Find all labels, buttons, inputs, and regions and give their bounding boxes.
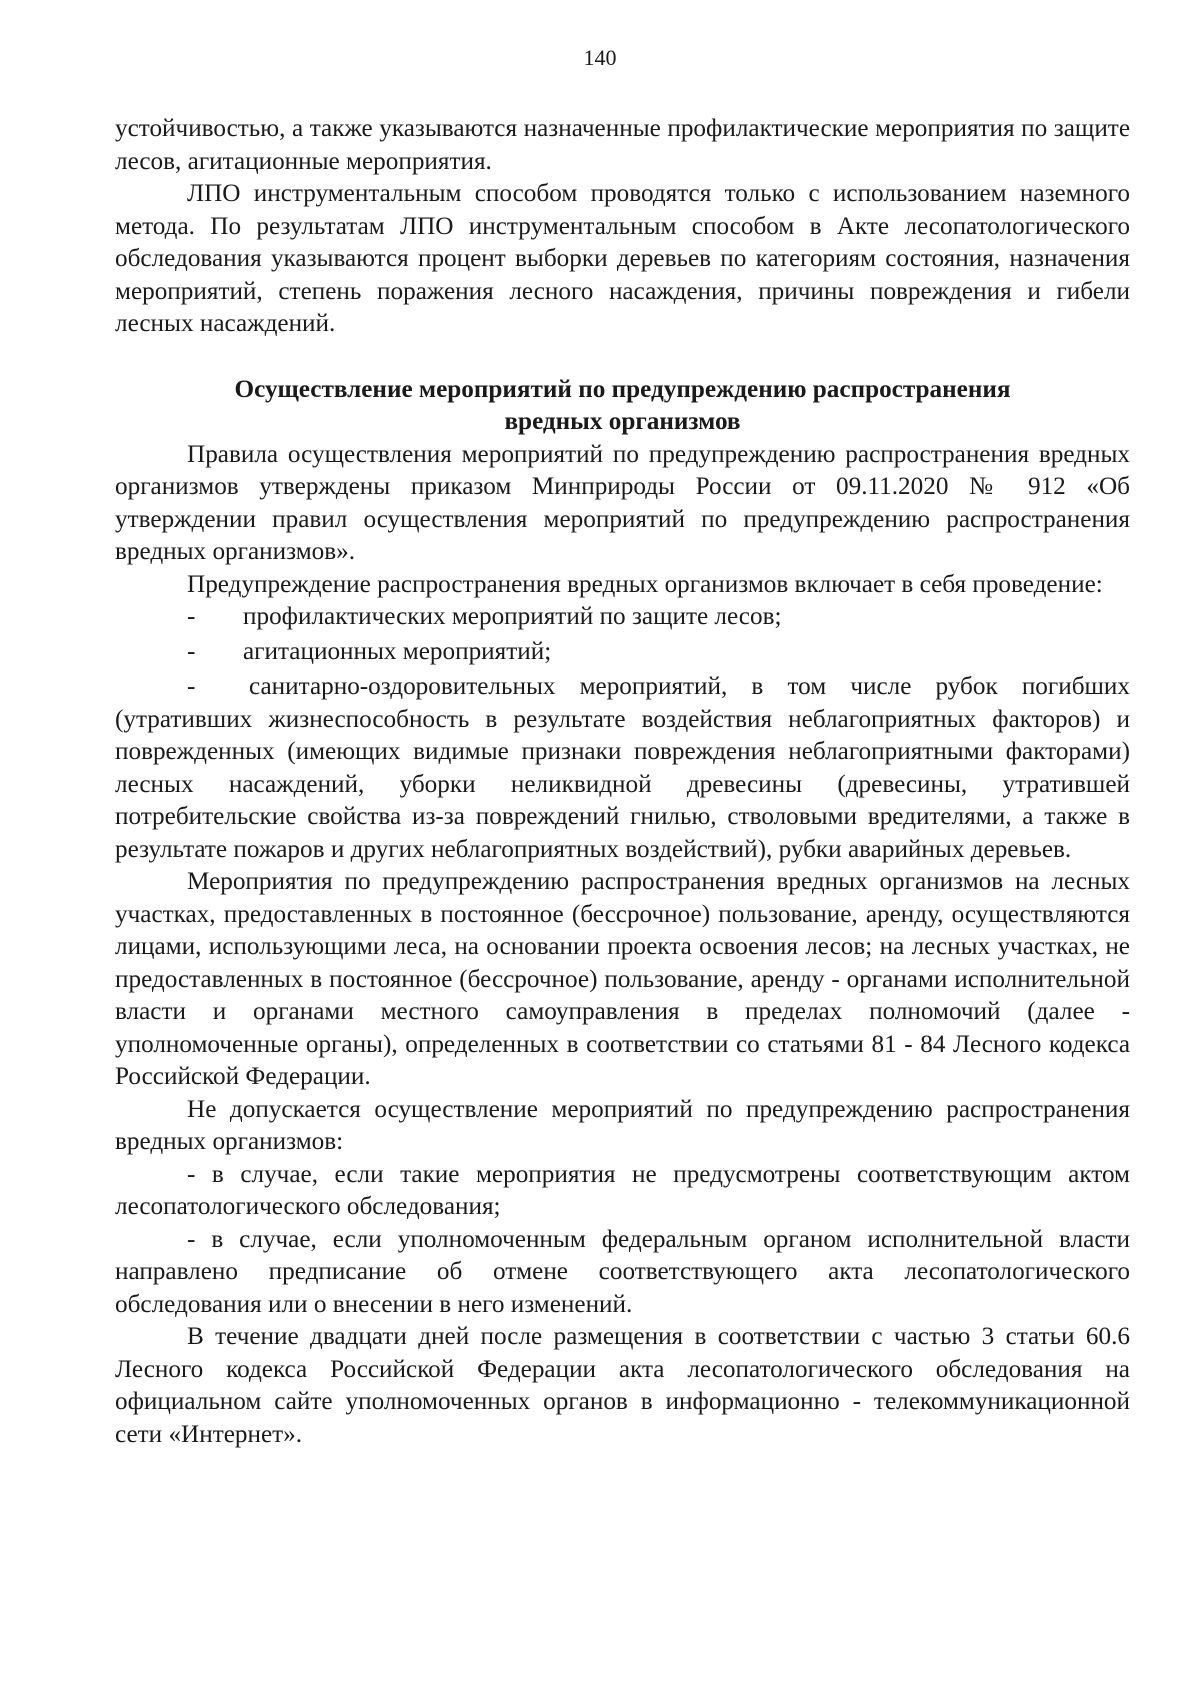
document-body [115, 113, 1130, 1451]
list-item-text: агитационных мероприятий; [243, 638, 552, 665]
paragraph-not-allowed: Не допускается осуществление мероприятий по предупреждению распространения вредных организмов: [115, 1095, 1130, 1155]
list-item-text: профилактических мероприятий по защите лесов; [243, 603, 782, 630]
list-dash: - [187, 673, 196, 700]
paragraph-continuation: устойчивостью, а также указываются назначенные профилактические мероприятия по защите лесов, агитационные мероприятия. [115, 115, 1130, 175]
paragraph-twenty-days: В течение двадцати дней после размещения в соответствии с частью 3 статьи 60.6 Лесного кодекса Российской Федерации акта лесопатологического обследования на официальном сайте уполномоченных органов в информационно - телекоммуникационной сети «Интернет». [115, 1323, 1130, 1448]
paragraph-prevention-intro: Предупреждение распространения вредных организмов включает в себя проведение: [187, 570, 1103, 598]
list-dash: - [187, 638, 196, 665]
section-heading-line-2: вредных организмов [504, 408, 741, 435]
paragraph-case-1: - в случае, если такие мероприятия не предусмотрены соответствующим актом лесопатологического обследования; [115, 1160, 1130, 1220]
paragraph-measures-plots: Мероприятия по предупреждению распространения вредных организмов на лесных участках, предоставленных в постоянное (бессрочное) пользование, аренду, осуществляются лицами, использующими леса, на основании проекта освоения лесов; на лесных участках, не предоставленных в постоянное (бессрочное) пользование, аренду - органами исполнительной власти и органами местного самоуправления в пределах полномочий (далее - уполномоченные органы), определенных в соответствии со статьями 81 - 84 Лесного кодекса Российской Федерации. [115, 868, 1130, 1090]
section-heading-line-1: Осуществление мероприятий по предупреждению распространения [234, 375, 1011, 403]
list-item-sanitary [115, 671, 1130, 866]
paragraph-rules: Правила осуществления мероприятий по предупреждению распространения вредных организмов утверждены приказом Минприроды России от 09.11.2020 № 912 «Об утверждении правил осуществления мероприятий по предупреждению распространения вредных организмов». [115, 440, 1130, 565]
paragraph-case-2: - в случае, если уполномоченным федеральным органом исполнительной власти направлено предписание об отмене соответствующего акта лесопатологического обследования или о внесении в него изменений. [115, 1225, 1130, 1318]
list-item [115, 601, 1130, 636]
paragraph-lpo-method: ЛПО инструментальным способом проводятся только с использованием наземного метода. По результатам ЛПО инструментальным способом в Акте лесопатологического обследования указываются процент выборки деревьев по категориям состояния, назначения мероприятий, степень поражения лесного насаждения, причины повреждения и гибели лесных насаждений. [115, 180, 1130, 337]
section-heading [115, 374, 1130, 439]
page-number: 140 [583, 45, 617, 70]
list-item-text: санитарно-оздоровительных мероприятий, в том числе рубок погибших (утративших жизнеспособность в результате воздействия неблагоприятных факторов) и поврежденных (имеющих видимые признаки повреждения неблагоприятными факторами) лесных насаждений, уборки неликвидной древесины (древесины, утратившей потребительские свойства из-за повреждений гнилью, стволовыми вредителями, а также в результате пожаров и других неблагоприятных воздействий), рубки аварийных деревьев. [115, 673, 1130, 863]
list-item [115, 636, 1130, 671]
list-dash: - [187, 603, 196, 630]
